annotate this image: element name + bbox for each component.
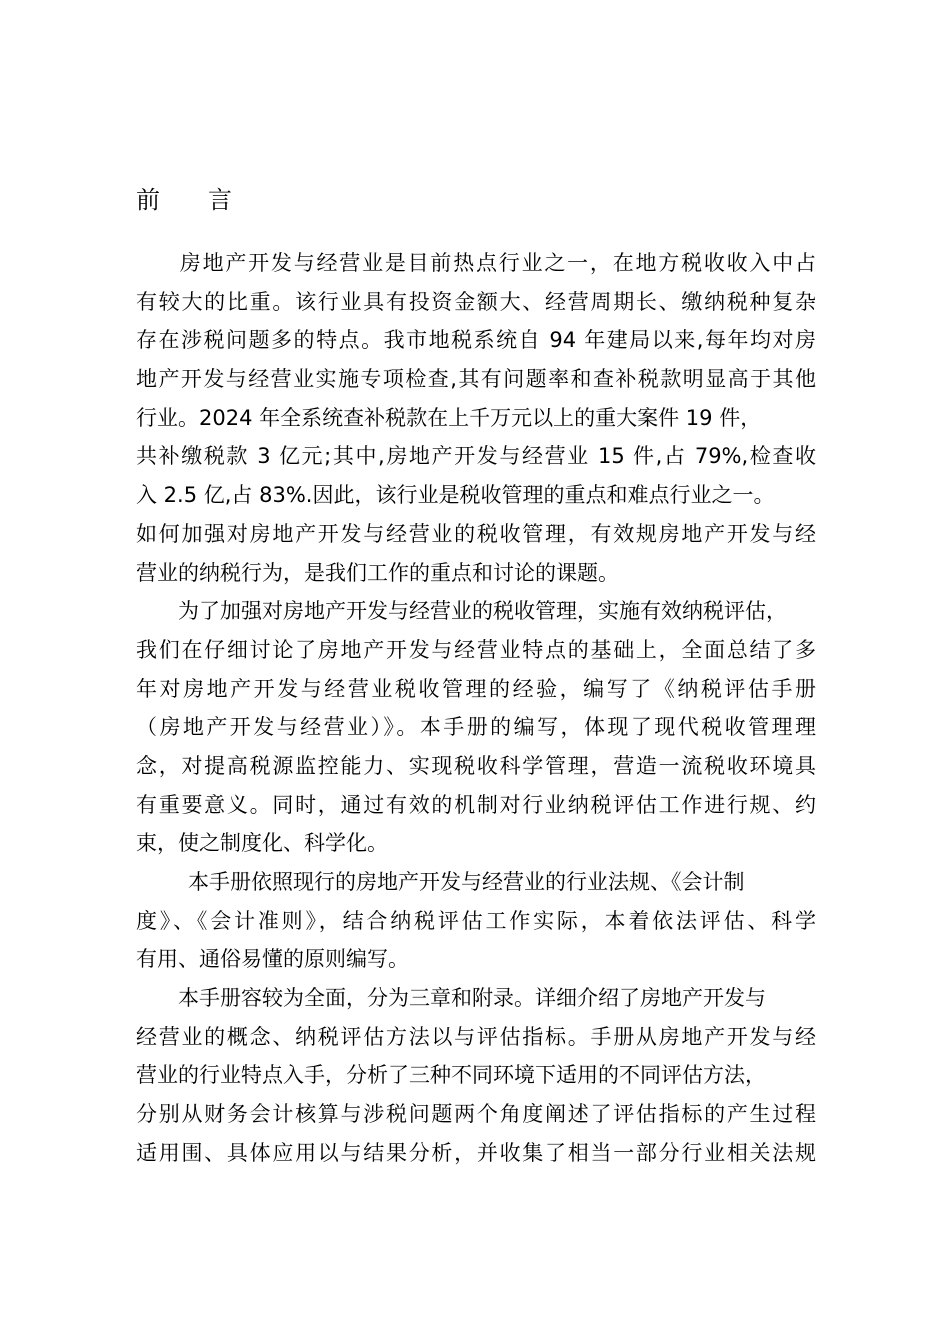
text-line: 营业的纳税行为，是我们工作的重点和讨论的课题。 bbox=[136, 560, 619, 585]
text-line: 共补缴税款 3 亿元;其中,房地产开发与经营业 15 件,占 79%,检查收 bbox=[136, 444, 816, 469]
text-line: 我们在仔细讨论了房地产开发与经营业特点的基础上，全面总结了多 bbox=[136, 637, 816, 662]
text-line: 适用围、具体应用以与结果分析，并收集了相当一部分行业相关法规 bbox=[136, 1140, 816, 1165]
text-line: （房地产开发与经营业）》。本手册的编写，体现了现代税收管理理 bbox=[136, 715, 816, 740]
text-line: 本手册依照现行的房地产开发与经营业的行业法规、《会计制 bbox=[188, 870, 745, 894]
text-line: 房地产开发与经营业是目前热点行业之一，在地方税收收入中占 bbox=[178, 251, 816, 275]
text-line: 地产开发与经营业实施专项检查,其有问题率和查补税款明显高于其他 bbox=[136, 367, 816, 392]
text-line: 存在涉税问题多的特点。我市地税系统自 94 年建局以来,每年均对房 bbox=[136, 328, 816, 353]
text-line: 营业的行业特点入手，分析了三种不同环境下适用的不同评估方法， bbox=[136, 1063, 766, 1088]
text-line: 有重要意义。同时，通过有效的机制对行业纳税评估工作进行规、约 bbox=[136, 792, 816, 817]
paragraph bbox=[136, 979, 816, 1172]
text-line: 行业。2024 年全系统查补税款在上千万元以上的重大案件 19 件， bbox=[136, 405, 762, 430]
text-line: 分别从财务会计核算与涉税问题两个角度阐述了评估指标的产生过程 bbox=[136, 1102, 816, 1127]
text-line: 年对房地产开发与经营业税收管理的经验，编写了《纳税评估手册 bbox=[136, 676, 816, 701]
paragraph bbox=[136, 863, 816, 979]
section-heading: 前 言 bbox=[136, 186, 232, 214]
text-line: 入 2.5 亿,占 83%.因此，该行业是税收管理的重点和难点行业之一。 bbox=[136, 483, 775, 508]
paragraph bbox=[136, 244, 816, 592]
text-line: 有用、通俗易懂的原则编写。 bbox=[136, 947, 409, 972]
paragraph bbox=[136, 592, 816, 863]
text-line: 为了加强对房地产开发与经营业的税收管理，实施有效纳税评估， bbox=[178, 599, 787, 624]
text-line: 本手册容较为全面，分为三章和附录。详细介绍了房地产开发与 bbox=[178, 986, 766, 1011]
document-body bbox=[136, 244, 816, 1173]
text-line: 如何加强对房地产开发与经营业的税收管理，有效规房地产开发与经 bbox=[136, 521, 816, 546]
text-line: 念，对提高税源监控能力、实现税收科学管理，营造一流税收环境具 bbox=[136, 753, 816, 778]
text-line: 度》、《会计准则》，结合纳税评估工作实际，本着依法评估、科学 bbox=[136, 908, 816, 933]
text-line: 有较大的比重。该行业具有投资金额大、经营周期长、缴纳税种复杂 bbox=[136, 289, 816, 314]
text-line: 束，使之制度化、科学化。 bbox=[136, 831, 388, 856]
text-line: 经营业的概念、纳税评估方法以与评估指标。手册从房地产开发与经 bbox=[136, 1024, 816, 1049]
